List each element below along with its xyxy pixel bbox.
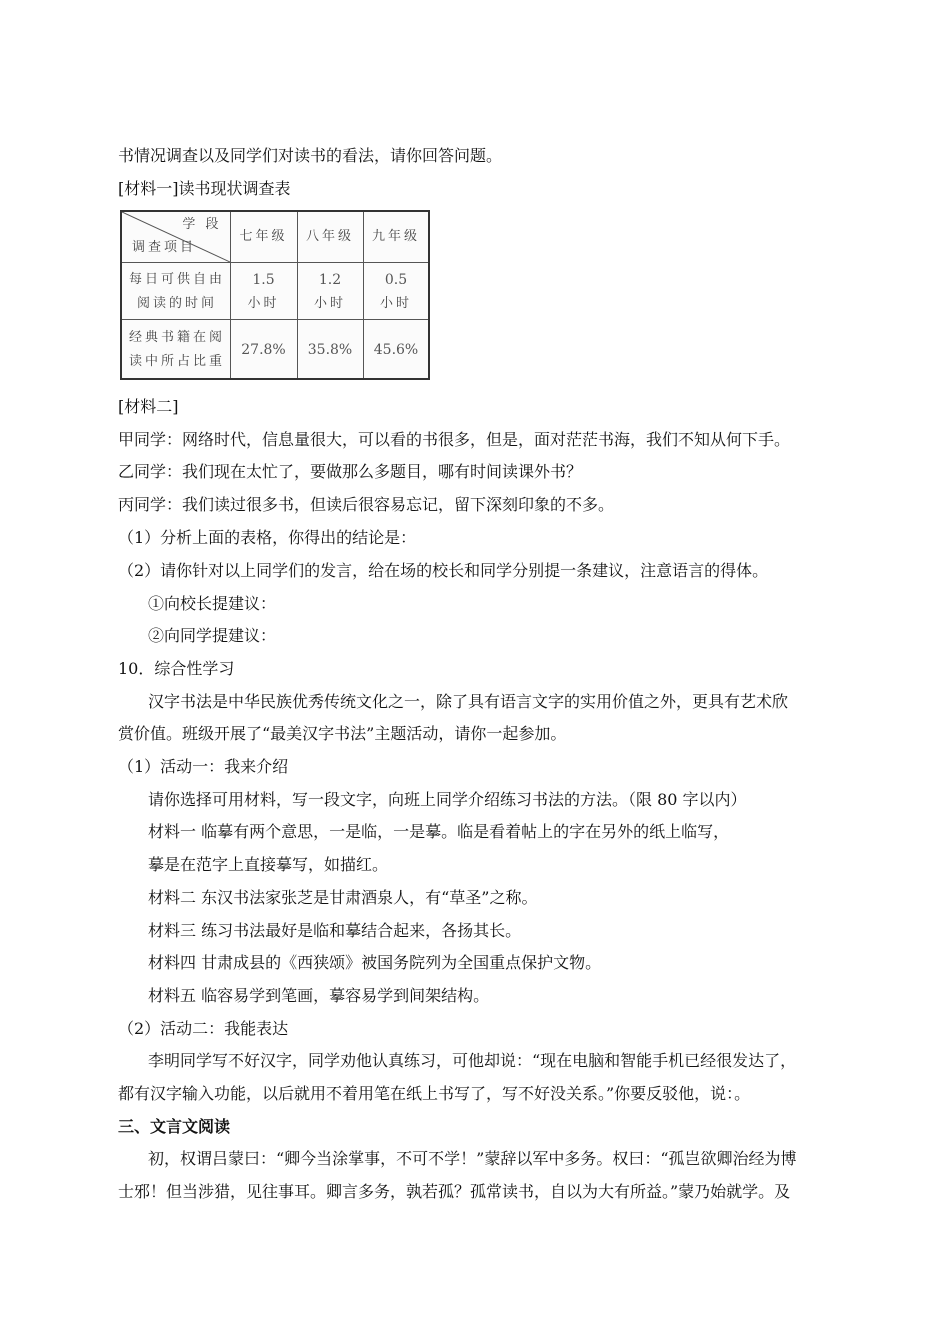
classical-text: 士邪！但当涉猎，见往事耳。卿言多务，孰若孤？孤常读书，自以为大有所益。”蒙乃始就学。及 xyxy=(118,1182,791,1201)
question-2-classmates: ②向同学提建议： xyxy=(148,626,277,645)
table-cell: 小时 xyxy=(313,296,346,311)
question-1: （1）分析上面的表格，你得出的结论是： xyxy=(118,528,417,547)
classical-text: 初，权谓吕蒙曰：“卿今当涂掌事，不可不学！”蒙辞以军中多务。权曰：“孤岂欲卿治经为博 xyxy=(148,1149,797,1168)
material-three: 材料三 练习书法最好是临和摹结合起来，各扬其长。 xyxy=(148,921,522,940)
activity-1-instruction: 请你选择可用材料，写一段文字，向班上同学介绍练习书法的方法。（限 80 字以内） xyxy=(148,790,747,809)
table-corner-top: 学 段 xyxy=(182,217,222,232)
statement-jia: 甲同学：网络时代，信息量很大，可以看的书很多，但是，面对茫茫书海，我们不知从何下手。 xyxy=(118,430,791,449)
table-cell: 小时 xyxy=(247,296,280,311)
material-one-continued: 摹是在范字上直接摹写，如描红。 xyxy=(148,855,389,874)
survey-table xyxy=(120,210,430,380)
section-10-paragraph: 赏价值。班级开展了“最美汉字书法”主题活动，请你一起参加。 xyxy=(118,724,567,743)
material-four: 材料四 甘肃成县的《西狭颂》被国务院列为全国重点保护文物。 xyxy=(148,953,602,972)
activity-2-text: 都有汉字输入功能，以后就用不着用笔在纸上书写了，写不好没关系。”你要反驳他，说：。 xyxy=(118,1084,751,1103)
material-one: 材料一 临摹有两个意思，一是临，一是摹。临是看着帖上的字在另外的纸上临写， xyxy=(148,822,730,841)
table-cell: 小时 xyxy=(379,296,412,311)
table-divider xyxy=(122,319,428,320)
table-corner-bottom: 调查项目 xyxy=(131,240,196,255)
section-10-title: 10．综合性学习 xyxy=(118,659,235,678)
table-header: 九年级 xyxy=(371,229,420,244)
table-header: 八年级 xyxy=(305,229,354,244)
intro-line: 书情况调查以及同学们对读书的看法，请你回答问题。 xyxy=(118,146,503,165)
table-cell: 1.5 xyxy=(252,272,275,288)
material2-title: [材料二] xyxy=(118,397,179,416)
material1-title: [材料一]读书现状调查表 xyxy=(118,179,291,198)
table-cell: 0.5 xyxy=(384,272,408,288)
table-cell: 35.8% xyxy=(307,342,353,358)
activity-1-title: （1）活动一：我来介绍 xyxy=(118,757,289,776)
table-cell: 45.6% xyxy=(373,342,419,358)
activity-2-text: 李明同学写不好汉字，同学劝他认真练习，可他却说：“现在电脑和智能手机已经很发达了， xyxy=(148,1051,797,1070)
material-two: 材料二 东汉书法家张芝是甘肃酒泉人，有“草圣”之称。 xyxy=(148,888,538,907)
row-label: 读中所占比重 xyxy=(128,354,225,369)
statement-bing: 丙同学：我们读过很多书，但读后很容易忘记，留下深刻印象的不多。 xyxy=(118,495,615,514)
table-divider xyxy=(122,262,428,263)
row-label: 经典书籍在阅 xyxy=(128,330,225,345)
row-label: 每日可供自由 xyxy=(128,272,225,287)
row-label: 阅读的时间 xyxy=(136,296,217,311)
table-cell: 27.8% xyxy=(241,342,286,358)
section-3-title: 三、文言文阅读 xyxy=(118,1117,231,1136)
material-five: 材料五 临容易学到笔画，摹容易学到间架结构。 xyxy=(148,986,490,1005)
section-10-paragraph: 汉字书法是中华民族优秀传统文化之一，除了具有语言文字的实用价值之外，更具有艺术欣 xyxy=(148,692,789,711)
question-2: （2）请你针对以上同学们的发言，给在场的校长和同学分别提一条建议，注意语言的得体。 xyxy=(118,561,769,580)
statement-yi: 乙同学：我们现在太忙了，要做那么多题目，哪有时间读课外书？ xyxy=(118,462,583,481)
activity-2-title: （2）活动二：我能表达 xyxy=(118,1019,289,1038)
question-2-principal: ①向校长提建议： xyxy=(148,594,277,613)
table-header: 七年级 xyxy=(239,229,288,244)
table-cell: 1.2 xyxy=(318,272,342,288)
